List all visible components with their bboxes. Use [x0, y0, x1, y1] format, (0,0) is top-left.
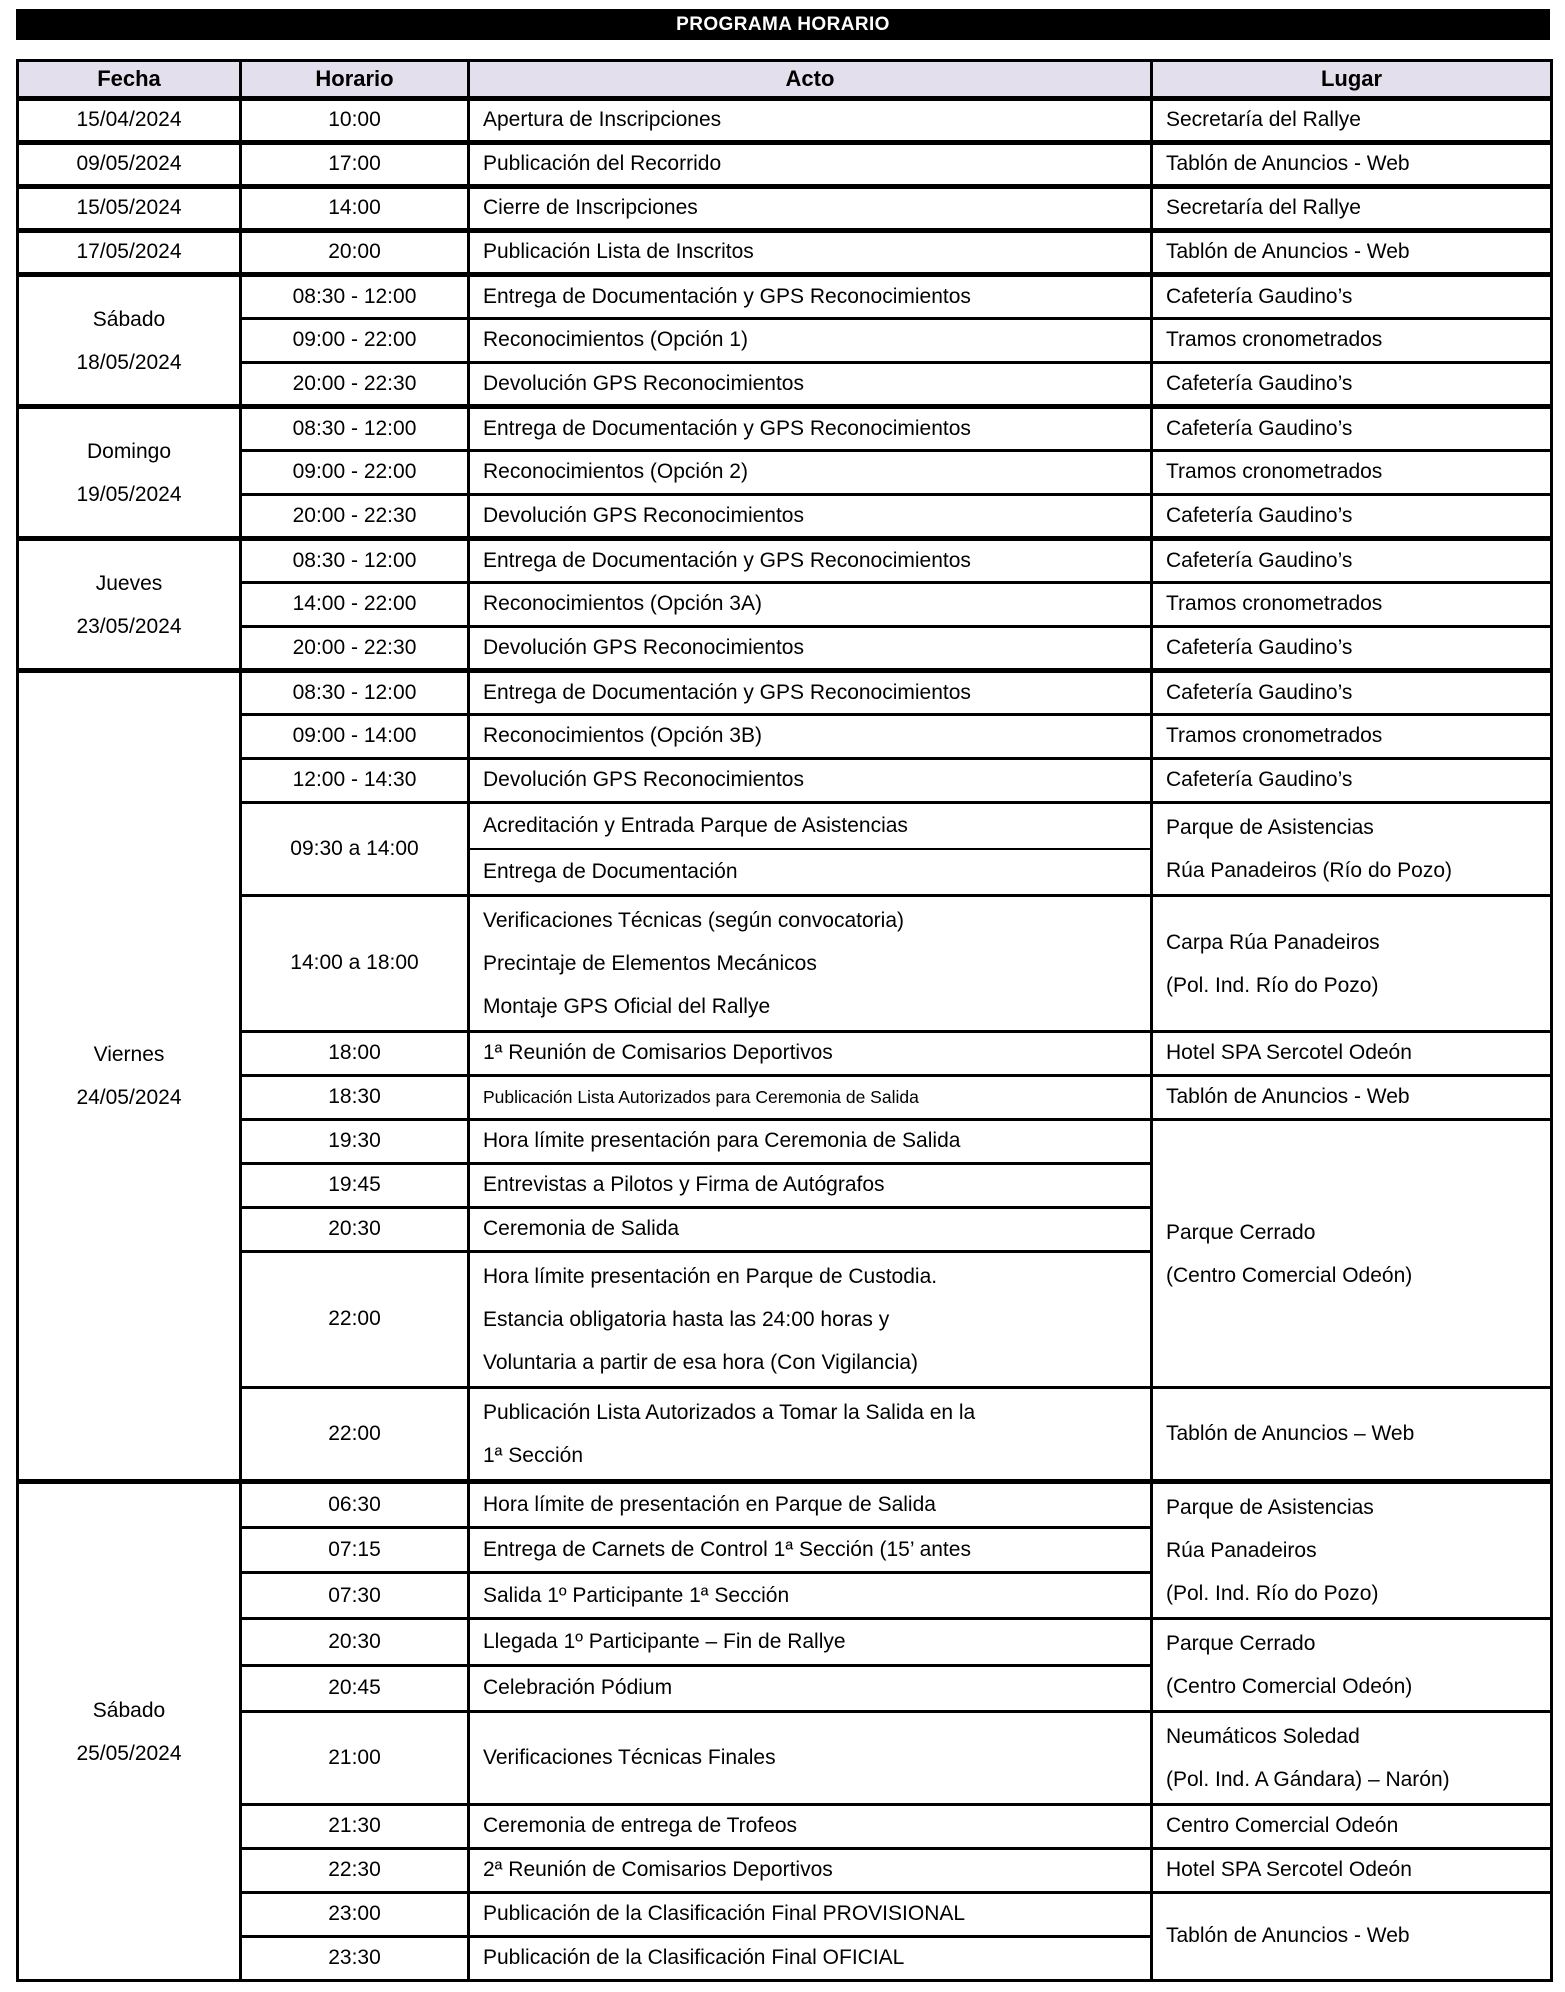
- event-cell-text: Reconocimientos (Opción 1): [483, 328, 748, 352]
- table-row: [18, 1120, 1552, 1164]
- table-row: [18, 803, 1552, 850]
- date-cell: [18, 1482, 241, 1981]
- event-cell-text: Reconocimientos (Opción 2): [483, 460, 748, 484]
- event-cell-text: Publicación Lista de Inscritos: [483, 240, 754, 264]
- time-cell: [241, 1208, 469, 1252]
- time-cell: [241, 1665, 469, 1712]
- date-cell-text: 15/05/2024: [76, 196, 182, 220]
- table-row: [18, 363, 1552, 407]
- event-cell-text: 1ª Reunión de Comisarios Deportivos: [483, 1041, 833, 1065]
- time-cell-text: 09:00 - 22:00: [292, 328, 417, 352]
- time-cell-text: 20:45: [328, 1676, 381, 1700]
- table-row: [18, 715, 1552, 759]
- location-cell-text: Carpa Rúa Panadeiros: [1166, 930, 1380, 954]
- time-cell: [241, 803, 469, 896]
- table-row: [18, 1805, 1552, 1849]
- event-cell-text: Celebración Pódium: [483, 1676, 673, 1700]
- event-cell: [469, 1208, 1152, 1252]
- time-cell: [241, 671, 469, 715]
- event-cell: [469, 99, 1152, 143]
- location-cell: [1152, 803, 1552, 896]
- date-cell: [18, 99, 241, 143]
- table-row: [18, 275, 1552, 319]
- time-cell: [241, 1032, 469, 1076]
- time-cell: [241, 1388, 469, 1482]
- time-cell-text: 08:30 - 12:00: [292, 680, 417, 704]
- time-cell-text: 07:30: [328, 1583, 381, 1607]
- event-cell: [469, 539, 1152, 583]
- time-cell-text: 20:00: [328, 240, 381, 264]
- location-cell-text: Tramos cronometrados: [1166, 592, 1383, 616]
- location-cell-text: (Pol. Ind. Río do Pozo): [1166, 973, 1379, 997]
- time-cell-text: 20:00 - 22:30: [292, 635, 417, 659]
- event-cell-text: Entrega de Documentación y GPS Reconocimientos: [483, 416, 971, 440]
- event-cell: [469, 1893, 1152, 1937]
- event-cell: [469, 583, 1152, 627]
- location-cell: [1152, 99, 1552, 143]
- event-cell-text: Llegada 1º Participante – Fin de Rallye: [483, 1629, 846, 1653]
- location-cell: [1152, 1805, 1552, 1849]
- time-cell-text: 10:00: [328, 108, 381, 132]
- table-row: [18, 759, 1552, 803]
- event-cell-text: Entrega de Documentación y GPS Reconocimientos: [483, 680, 971, 704]
- location-cell: [1152, 539, 1552, 583]
- table-row: [18, 1893, 1552, 1937]
- event-cell-text: Salida 1º Participante 1ª Sección: [483, 1583, 790, 1607]
- location-cell-text: Cafetería Gaudino’s: [1166, 371, 1353, 395]
- location-cell-text: Secretaría del Rallye: [1166, 108, 1361, 132]
- event-cell: [469, 671, 1152, 715]
- event-cell: [469, 1120, 1152, 1164]
- event-cell-text: Montaje GPS Oficial del Rallye: [483, 995, 771, 1018]
- event-cell-text: Reconocimientos (Opción 3B): [483, 724, 762, 748]
- time-cell: [241, 495, 469, 539]
- event-cell: [469, 1573, 1152, 1619]
- location-cell-text: Cafetería Gaudino’s: [1166, 680, 1353, 704]
- location-cell-text: Cafetería Gaudino’s: [1166, 416, 1353, 440]
- time-cell: [241, 407, 469, 451]
- table-row: [18, 187, 1552, 231]
- time-cell-text: 22:00: [328, 1307, 381, 1331]
- location-cell: [1152, 1120, 1552, 1388]
- time-cell: [241, 627, 469, 671]
- event-cell: [469, 803, 1152, 850]
- time-cell: [241, 1482, 469, 1528]
- date-cell: [18, 231, 241, 275]
- table-row: [18, 407, 1552, 451]
- event-cell-text: Apertura de Inscripciones: [483, 108, 722, 132]
- time-cell: [241, 539, 469, 583]
- time-cell: [241, 1805, 469, 1849]
- time-cell: [241, 1712, 469, 1805]
- table-row: [18, 627, 1552, 671]
- date-cell: [18, 187, 241, 231]
- time-cell-text: 18:00: [328, 1041, 381, 1065]
- date-cell-text: 17/05/2024: [76, 240, 182, 264]
- time-cell-text: 07:15: [328, 1537, 381, 1561]
- time-cell: [241, 1893, 469, 1937]
- date-cell: [18, 275, 241, 407]
- time-cell: [241, 583, 469, 627]
- event-cell: [469, 1527, 1152, 1573]
- schedule-table: [16, 59, 1553, 1982]
- location-cell-text: Hotel SPA Sercotel Odeón: [1166, 1041, 1412, 1065]
- date-cell: [18, 407, 241, 539]
- date-cell-text: 09/05/2024: [76, 152, 182, 176]
- time-cell: [241, 451, 469, 495]
- location-cell: [1152, 275, 1552, 319]
- location-cell: [1152, 1712, 1552, 1805]
- event-cell: [469, 319, 1152, 363]
- location-cell-text: (Centro Comercial Odeón): [1166, 1263, 1413, 1287]
- time-cell-text: 23:30: [328, 1946, 381, 1970]
- location-cell-text: Tablón de Anuncios - Web: [1166, 1085, 1410, 1109]
- event-cell: [469, 715, 1152, 759]
- event-cell-text: 1ª Sección: [483, 1444, 583, 1467]
- location-cell: [1152, 671, 1552, 715]
- event-cell-text: Verificaciones Técnicas (según convocatoria): [483, 909, 904, 932]
- event-cell-text: Publicación Lista Autorizados a Tomar la Salida en la: [483, 1401, 976, 1424]
- time-cell: [241, 1619, 469, 1666]
- event-cell: [469, 451, 1152, 495]
- event-cell: [469, 759, 1152, 803]
- header-row: [18, 61, 1552, 99]
- date-cell-text: 19/05/2024: [76, 482, 182, 506]
- location-cell-text: Parque de Asistencias: [1166, 1496, 1374, 1519]
- column-header-horario: Horario: [241, 61, 469, 99]
- event-cell-text: Entrega de Documentación y GPS Reconocimientos: [483, 284, 971, 308]
- event-cell: [469, 275, 1152, 319]
- time-cell-text: 20:30: [328, 1217, 381, 1241]
- location-cell-text: Centro Comercial Odeón: [1166, 1814, 1399, 1838]
- time-cell: [241, 363, 469, 407]
- event-cell-text: Ceremonia de Salida: [483, 1217, 680, 1241]
- location-cell-text: (Pol. Ind. Río do Pozo): [1166, 1582, 1379, 1605]
- time-cell-text: 22:00: [328, 1421, 381, 1445]
- event-cell-text: Entrega de Documentación y GPS Reconocimientos: [483, 548, 971, 572]
- table-row: [18, 319, 1552, 363]
- event-cell-text: 2ª Reunión de Comisarios Deportivos: [483, 1858, 833, 1882]
- time-cell: [241, 1076, 469, 1120]
- table-row: [18, 583, 1552, 627]
- event-cell-text: Publicación Lista Autorizados para Ceremonia de Salida: [483, 1086, 919, 1107]
- event-cell-text: Publicación de la Clasificación Final PROVISIONAL: [483, 1902, 966, 1926]
- table-row: [18, 1712, 1552, 1805]
- schedule-table-header: [18, 61, 1552, 99]
- document-title-bar: [16, 9, 1550, 40]
- location-cell: [1152, 627, 1552, 671]
- location-cell: [1152, 451, 1552, 495]
- location-cell-text: Tablón de Anuncios - Web: [1166, 1924, 1410, 1948]
- time-cell: [241, 99, 469, 143]
- location-cell-text: Parque Cerrado: [1166, 1220, 1316, 1244]
- event-cell: [469, 407, 1152, 451]
- event-cell-text: Acreditación y Entrada Parque de Asistencias: [483, 813, 908, 837]
- date-cell-text: Sábado: [92, 307, 166, 331]
- time-cell: [241, 1849, 469, 1893]
- date-cell: [18, 539, 241, 671]
- time-cell-text: 09:00 - 22:00: [292, 460, 417, 484]
- column-header-acto: Acto: [469, 61, 1152, 99]
- time-cell-text: 18:30: [328, 1085, 381, 1109]
- time-cell-text: 19:30: [328, 1129, 381, 1153]
- event-cell-text: Hora límite presentación para Ceremonia de Salida: [483, 1129, 961, 1153]
- event-cell-text: Devolución GPS Reconocimientos: [483, 371, 804, 395]
- time-cell: [241, 275, 469, 319]
- event-cell: [469, 1805, 1152, 1849]
- time-cell-text: 09:30 a 14:00: [290, 836, 419, 860]
- event-cell-text: Cierre de Inscripciones: [483, 196, 698, 220]
- location-cell-text: Tramos cronometrados: [1166, 460, 1383, 484]
- date-cell-text: Jueves: [95, 571, 163, 595]
- location-cell-text: Rúa Panadeiros: [1166, 1539, 1317, 1562]
- location-cell: [1152, 1388, 1552, 1482]
- event-cell: [469, 143, 1152, 187]
- event-cell-text: Devolución GPS Reconocimientos: [483, 768, 804, 792]
- event-cell: [469, 849, 1152, 896]
- table-row: [18, 1619, 1552, 1666]
- table-row: [18, 1482, 1552, 1528]
- table-row: [18, 451, 1552, 495]
- event-cell-text: Hora límite presentación en Parque de Custodia.: [483, 1265, 938, 1288]
- location-cell: [1152, 143, 1552, 187]
- location-cell-text: Cafetería Gaudino’s: [1166, 768, 1353, 792]
- location-cell-text: Tramos cronometrados: [1166, 328, 1383, 352]
- location-cell-text: Neumáticos Soledad: [1166, 1725, 1360, 1748]
- location-cell-text: Tablón de Anuncios - Web: [1166, 152, 1410, 176]
- event-cell-text: Verificaciones Técnicas Finales: [483, 1745, 776, 1769]
- table-row: [18, 896, 1552, 1032]
- event-cell: [469, 1388, 1152, 1482]
- time-cell-text: 14:00: [328, 196, 381, 220]
- location-cell-text: Rúa Panadeiros (Río do Pozo): [1166, 859, 1452, 882]
- time-cell-text: 17:00: [328, 152, 381, 176]
- event-cell-text: Devolución GPS Reconocimientos: [483, 503, 804, 527]
- event-cell-text: Devolución GPS Reconocimientos: [483, 635, 804, 659]
- location-cell-text: Tablón de Anuncios – Web: [1166, 1421, 1415, 1445]
- event-cell-text: Entrega de Carnets de Control 1ª Sección (15’ antes: [483, 1537, 971, 1561]
- time-cell-text: 09:00 - 14:00: [292, 724, 417, 748]
- event-cell-text: Voluntaria a partir de esa hora (Con Vigilancia): [483, 1351, 919, 1374]
- location-cell: [1152, 896, 1552, 1032]
- time-cell-text: 08:30 - 12:00: [292, 416, 417, 440]
- time-cell: [241, 231, 469, 275]
- table-row: [18, 231, 1552, 275]
- location-cell-text: Secretaría del Rallye: [1166, 196, 1361, 220]
- time-cell: [241, 896, 469, 1032]
- table-row: [18, 99, 1552, 143]
- time-cell-text: 14:00 - 22:00: [292, 592, 417, 616]
- event-cell: [469, 495, 1152, 539]
- location-cell: [1152, 407, 1552, 451]
- event-cell: [469, 896, 1152, 1032]
- event-cell-text: Entrega de Documentación: [483, 859, 738, 883]
- event-cell: [469, 1252, 1152, 1388]
- location-cell: [1152, 319, 1552, 363]
- time-cell-text: 19:45: [328, 1173, 381, 1197]
- event-cell: [469, 1712, 1152, 1805]
- table-row: [18, 1849, 1552, 1893]
- event-cell: [469, 231, 1152, 275]
- location-cell: [1152, 1482, 1552, 1619]
- event-cell: [469, 1482, 1152, 1528]
- event-cell: [469, 1164, 1152, 1208]
- event-cell-text: Precintaje de Elementos Mecánicos: [483, 952, 817, 975]
- time-cell: [241, 759, 469, 803]
- event-cell-text: Estancia obligatoria hasta las 24:00 horas y: [483, 1308, 890, 1331]
- date-cell-text: 25/05/2024: [76, 1741, 182, 1765]
- event-cell: [469, 1076, 1152, 1120]
- time-cell-text: 22:30: [328, 1858, 381, 1882]
- time-cell: [241, 1527, 469, 1573]
- table-row: [18, 671, 1552, 715]
- time-cell-text: 20:30: [328, 1629, 381, 1653]
- location-cell-text: Hotel SPA Sercotel Odeón: [1166, 1858, 1412, 1882]
- event-cell-text: Hora límite de presentación en Parque de Salida: [483, 1492, 936, 1516]
- location-cell-text: (Pol. Ind. A Gándara) – Narón): [1166, 1768, 1450, 1791]
- time-cell: [241, 319, 469, 363]
- event-cell: [469, 1619, 1152, 1666]
- location-cell-text: Cafetería Gaudino’s: [1166, 635, 1353, 659]
- location-cell-text: Cafetería Gaudino’s: [1166, 284, 1353, 308]
- event-cell-text: Ceremonia de entrega de Trofeos: [483, 1814, 798, 1838]
- event-cell-text: Publicación del Recorrido: [483, 152, 722, 176]
- location-cell-text: Parque de Asistencias: [1166, 816, 1374, 839]
- time-cell-text: 14:00 a 18:00: [290, 951, 419, 975]
- event-cell: [469, 187, 1152, 231]
- location-cell: [1152, 1032, 1552, 1076]
- column-header-lugar: Lugar: [1152, 61, 1552, 99]
- date-cell-text: 24/05/2024: [76, 1086, 182, 1109]
- time-cell-text: 20:00 - 22:30: [292, 371, 417, 395]
- event-cell: [469, 1032, 1152, 1076]
- document-title: PROGRAMA HORARIO: [676, 13, 890, 35]
- location-cell: [1152, 1849, 1552, 1893]
- event-cell-text: Publicación de la Clasificación Final OFICIAL: [483, 1946, 905, 1970]
- event-cell: [469, 1849, 1152, 1893]
- location-cell-text: Tramos cronometrados: [1166, 724, 1383, 748]
- time-cell: [241, 187, 469, 231]
- location-cell: [1152, 1893, 1552, 1981]
- location-cell: [1152, 583, 1552, 627]
- time-cell-text: 06:30: [328, 1492, 381, 1516]
- time-cell-text: 20:00 - 22:30: [292, 503, 417, 527]
- time-cell-text: 21:30: [328, 1814, 381, 1838]
- date-cell-text: 23/05/2024: [76, 614, 182, 638]
- time-cell-text: 08:30 - 12:00: [292, 284, 417, 308]
- time-cell-text: 21:00: [328, 1745, 381, 1769]
- location-cell: [1152, 187, 1552, 231]
- table-row: [18, 539, 1552, 583]
- time-cell: [241, 715, 469, 759]
- location-cell-text: Cafetería Gaudino’s: [1166, 503, 1353, 527]
- table-row: [18, 1076, 1552, 1120]
- event-cell: [469, 1665, 1152, 1712]
- event-cell-text: Reconocimientos (Opción 3A): [483, 592, 762, 616]
- location-cell-text: Parque Cerrado: [1166, 1632, 1316, 1655]
- time-cell: [241, 1573, 469, 1619]
- schedule-table-body: [18, 99, 1552, 1981]
- time-cell: [241, 143, 469, 187]
- event-cell: [469, 363, 1152, 407]
- time-cell-text: 23:00: [328, 1902, 381, 1926]
- time-cell: [241, 1252, 469, 1388]
- location-cell: [1152, 363, 1552, 407]
- location-cell-text: Tablón de Anuncios - Web: [1166, 240, 1410, 264]
- event-cell: [469, 627, 1152, 671]
- time-cell-text: 12:00 - 14:30: [292, 768, 417, 792]
- location-cell-text: (Centro Comercial Odeón): [1166, 1675, 1413, 1698]
- time-cell-text: 08:30 - 12:00: [292, 548, 417, 572]
- date-cell-text: Sábado: [92, 1698, 166, 1722]
- date-cell-text: 18/05/2024: [76, 350, 182, 374]
- date-cell: [18, 143, 241, 187]
- time-cell: [241, 1937, 469, 1981]
- location-cell: [1152, 1619, 1552, 1712]
- table-row: [18, 143, 1552, 187]
- table-row: [18, 1032, 1552, 1076]
- date-cell-text: Viernes: [93, 1043, 165, 1066]
- location-cell-text: Cafetería Gaudino’s: [1166, 548, 1353, 572]
- table-row: [18, 1388, 1552, 1482]
- date-cell: [18, 671, 241, 1482]
- table-row: [18, 495, 1552, 539]
- location-cell: [1152, 1076, 1552, 1120]
- date-cell-text: Domingo: [86, 439, 172, 463]
- event-cell: [469, 1937, 1152, 1981]
- time-cell: [241, 1120, 469, 1164]
- location-cell: [1152, 715, 1552, 759]
- event-cell-text: Entrevistas a Pilotos y Firma de Autógrafos: [483, 1173, 885, 1197]
- location-cell: [1152, 495, 1552, 539]
- date-cell-text: 15/04/2024: [76, 108, 182, 132]
- time-cell: [241, 1164, 469, 1208]
- column-header-fecha: Fecha: [18, 61, 241, 99]
- location-cell: [1152, 231, 1552, 275]
- location-cell: [1152, 759, 1552, 803]
